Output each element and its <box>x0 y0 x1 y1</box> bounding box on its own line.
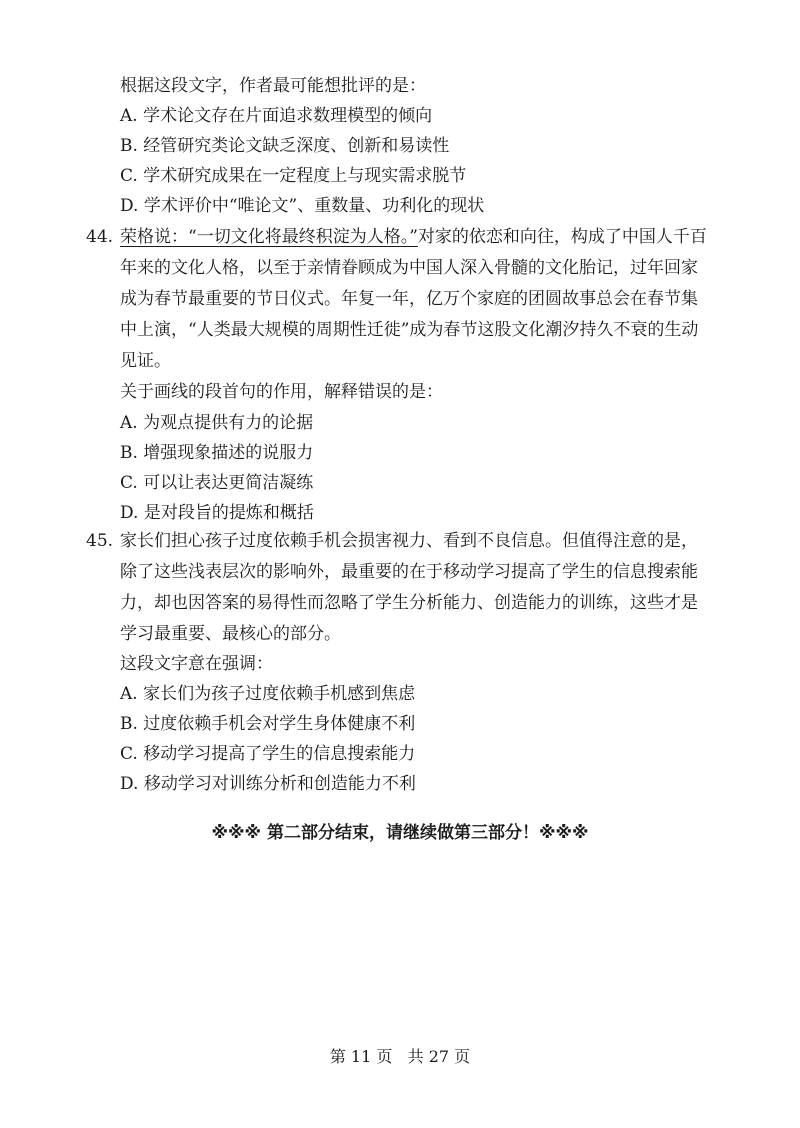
q45-option-a: A. 家长们为孩子过度依赖手机感到焦虑 <box>120 684 416 704</box>
q43-option-d: D. 学术评价中“唯论文”、重数量、功利化的现状 <box>120 196 485 216</box>
section-end-notice: ※※※ 第二部分结束，请继续做第三部分！※※※ <box>211 823 589 843</box>
q44-option-b: B. 增强现象描述的说服力 <box>120 443 314 463</box>
page-total: 共 27 页 <box>407 1047 471 1066</box>
q44-option-c: C. 可以让表达更简洁凝练 <box>120 473 314 493</box>
q45-option-d: D. 移动学习对训练分析和创造能力不利 <box>120 774 416 794</box>
q44-line-1-rest: 对家的依恋和向往，构成了中国人千百 <box>417 227 707 247</box>
q45-prompt: 这段文字意在强调： <box>120 654 273 674</box>
q43-option-c: C. 学术研究成果在一定程度上与现实需求脱节 <box>120 166 467 186</box>
q44-line-5: 见证。 <box>120 351 171 371</box>
q43-option-a: A. 学术论文存在片面追求数理模型的倾向 <box>120 106 433 126</box>
q45-option-b: B. 过度依赖手机会对学生身体健康不利 <box>120 714 416 734</box>
q44-line-1 <box>120 226 707 248</box>
q45-number: 45. <box>86 531 114 551</box>
q45-line-2: 除了这些浅表层次的影响外，最重要的在于移动学习提高了学生的信息搜索能 <box>120 562 698 582</box>
q44-line-3: 成为春节最重要的节日仪式。年复一年，亿万个家庭的团圆故事总会在春节集 <box>120 289 698 309</box>
q45-option-c: C. 移动学习提高了学生的信息搜索能力 <box>120 744 416 764</box>
q43-prompt: 根据这段文字，作者最可能想批评的是： <box>120 76 426 96</box>
q44-number: 44. <box>86 227 114 247</box>
q44-underlined-lead: 荣格说：“一切文化将最终积淀为人格。” <box>120 227 418 247</box>
q45-line-3: 力，却也因答案的易得性而忽略了学生分析能力、创造能力的训练，这些才是 <box>120 593 698 613</box>
q44-line-4: 中上演，“人类最大规模的周期性迁徙”成为春节这股文化潮汐持久不衰的生动 <box>120 320 699 340</box>
q44-prompt: 关于画线的段首句的作用，解释错误的是： <box>120 382 443 402</box>
page-number: 第 11 页 <box>329 1047 393 1066</box>
q45-line-4: 学习最重要、最核心的部分。 <box>120 624 341 644</box>
q44-line-2: 年来的文化人格，以至于亲情眷顾成为中国人深入骨髓的文化胎记，过年回家 <box>120 258 698 278</box>
q44-option-a: A. 为观点提供有力的论据 <box>120 413 314 433</box>
q45-line-1: 家长们担心孩子过度依赖手机会损害视力、看到不良信息。但值得注意的是， <box>120 531 698 551</box>
q44-option-d: D. 是对段旨的提炼和概括 <box>120 503 314 523</box>
q43-option-b: B. 经管研究类论文缺乏深度、创新和易读性 <box>120 136 450 156</box>
page-footer <box>0 1046 800 1068</box>
